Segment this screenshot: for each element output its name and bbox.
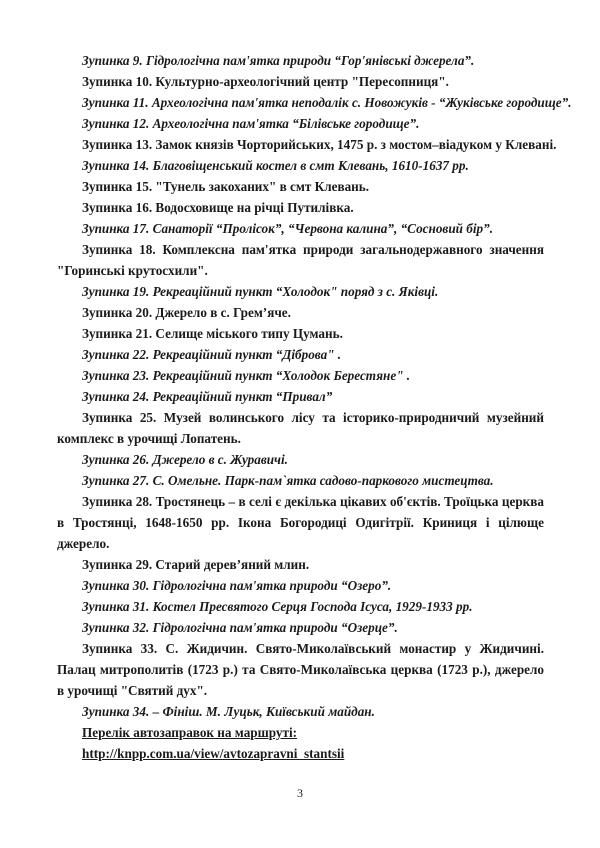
document-page — [57, 50, 572, 764]
route-stop: Зупинка 15. "Тунель закоханих" в смт Клевань. — [82, 179, 370, 194]
route-stops-list — [57, 50, 572, 722]
route-stop: Зупинка 14. Благовіщенський костел в смт Клевань, 1610-1637 рр. — [82, 158, 469, 173]
route-stop: Зупинка 25. Музей волинського лісу та історико-природничий музейний комплекс в урочищі Лопатень. — [57, 410, 544, 446]
route-stop: Зупинка 12. Археологічна пам'ятка “Білівське городище”. — [82, 116, 420, 131]
route-stop: Зупинка 32. Гідрологічна пам'ятка природи “Озерце”. — [82, 620, 398, 635]
route-stop: Зупинка 9. Гідрологічна пам'ятка природи “Гор'янівські джерела”. — [82, 53, 475, 68]
route-stop: Зупинка 26. Джерело в с. Журавичі. — [82, 452, 288, 467]
route-stop: Зупинка 13. Замок князів Чорторийських, 1475 р. з мостом–віадуком у Клевані. — [82, 137, 557, 152]
route-stop: Зупинка 16. Водосховище на річці Путилівка. — [82, 200, 354, 215]
route-stop: Зупинка 30. Гідрологічна пам'ятка природи “Озеро”. — [82, 578, 392, 593]
fuel-stations-link[interactable]: http://knpp.com.ua/view/avtozapravni_stantsii — [82, 746, 345, 761]
fuel-stations-heading: Перелік автозаправок на маршруті: — [82, 725, 298, 740]
route-stop: Зупинка 22. Рекреаційний пункт “Діброва" . — [82, 347, 342, 362]
route-stop: Зупинка 20. Джерело в с. Грем’яче. — [82, 305, 291, 320]
route-stop: Зупинка 10. Культурно-археологічний центр "Пересопниця". — [82, 74, 449, 89]
route-stop: Зупинка 17. Санаторії “Пролісок”, “Червона калина”, “Сосновий бір”. — [82, 221, 494, 236]
route-stop: Зупинка 19. Рекреаційний пункт “Холодок" поряд з с. Яківці. — [82, 284, 439, 299]
route-stop: Зупинка 28. Тростянець – в селі є декілька цікавих об'єктів. Троїцька церква в Тростянці, 1648-1650 рр. Ікона Богородиці Одигітрії. Криниця і цілюще джерело. — [57, 494, 544, 551]
route-stop: Зупинка 29. Старий дерев’яний млин. — [82, 557, 310, 572]
route-stop: Зупинка 33. С. Жидичин. Свято-Миколаївський монастир у Жидичині. Палац митрополитів (1723 р.) та Свято-Миколаївська церква (1723 р.), джерело в урочищі "Святий дух". — [57, 641, 544, 698]
page-number: 3 — [297, 786, 303, 800]
route-stop: Зупинка 27. С. Омельне. Парк-пам`ятка садово-паркового мистецтва. — [82, 473, 494, 488]
route-stop: Зупинка 34. – Фініш. М. Луцьк, Київський майдан. — [82, 704, 375, 719]
route-stop: Зупинка 23. Рекреаційний пункт “Холодок Берестяне" . — [82, 368, 411, 383]
route-stop: Зупинка 24. Рекреаційний пункт “Привал” — [82, 389, 333, 404]
route-stop: Зупинка 21. Селище міського типу Цумань. — [82, 326, 343, 341]
route-stop: Зупинка 18. Комплексна пам'ятка природи загальнодержавного значення "Горинські крутосхили". — [57, 242, 544, 278]
route-stop: Зупинка 11. Археологічна пам'ятка неподалік с. Новожуків - “Жуківське городище”. — [82, 95, 572, 110]
route-stop: Зупинка 31. Костел Пресвятого Серця Господа Ісуса, 1929-1933 рр. — [82, 599, 473, 614]
